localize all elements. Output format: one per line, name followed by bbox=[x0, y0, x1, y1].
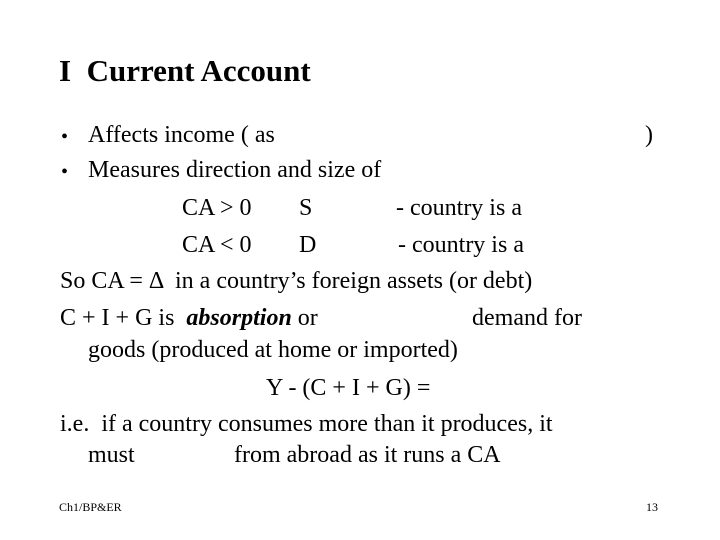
ca-negative-expr: CA < 0 bbox=[182, 232, 252, 258]
bullet-text-measures: Measures direction and size of bbox=[88, 157, 382, 183]
ie-line: i.e. if a country consumes more than it produces, it bbox=[60, 411, 553, 437]
bullet-text-affects-income: Affects income ( as bbox=[88, 122, 275, 148]
bullet-close-paren: ) bbox=[645, 122, 653, 148]
absorption-emph: absorption bbox=[186, 305, 292, 331]
bullet-marker-2: • bbox=[61, 161, 69, 183]
absorption-line bbox=[60, 306, 318, 330]
so-ca-line: So CA = Δ in a country’s foreign assets (or debt) bbox=[60, 268, 533, 294]
must-left: must bbox=[88, 442, 135, 468]
absorption-suffix: demand for bbox=[472, 305, 582, 331]
ca-positive-suffix: - country is a bbox=[396, 195, 522, 221]
goods-line: goods (produced at home or imported) bbox=[88, 337, 458, 363]
absorption-middle: or bbox=[291, 305, 318, 331]
ca-positive-expr: CA > 0 bbox=[182, 195, 252, 221]
absorption-equation: Y - (C + I + G) = bbox=[266, 375, 431, 401]
ca-negative-suffix: - country is a bbox=[398, 232, 524, 258]
slide-title: I Current Account bbox=[59, 53, 311, 88]
must-right: from abroad as it runs a CA bbox=[234, 442, 501, 468]
footer-label: Ch1/BP&ER bbox=[59, 500, 122, 514]
page-number: 13 bbox=[646, 500, 658, 514]
absorption-prefix: C + I + G is bbox=[60, 305, 187, 331]
ca-negative-letter: D bbox=[299, 232, 317, 258]
ca-positive-letter: S bbox=[299, 195, 313, 221]
bullet-marker-1: • bbox=[61, 126, 69, 148]
